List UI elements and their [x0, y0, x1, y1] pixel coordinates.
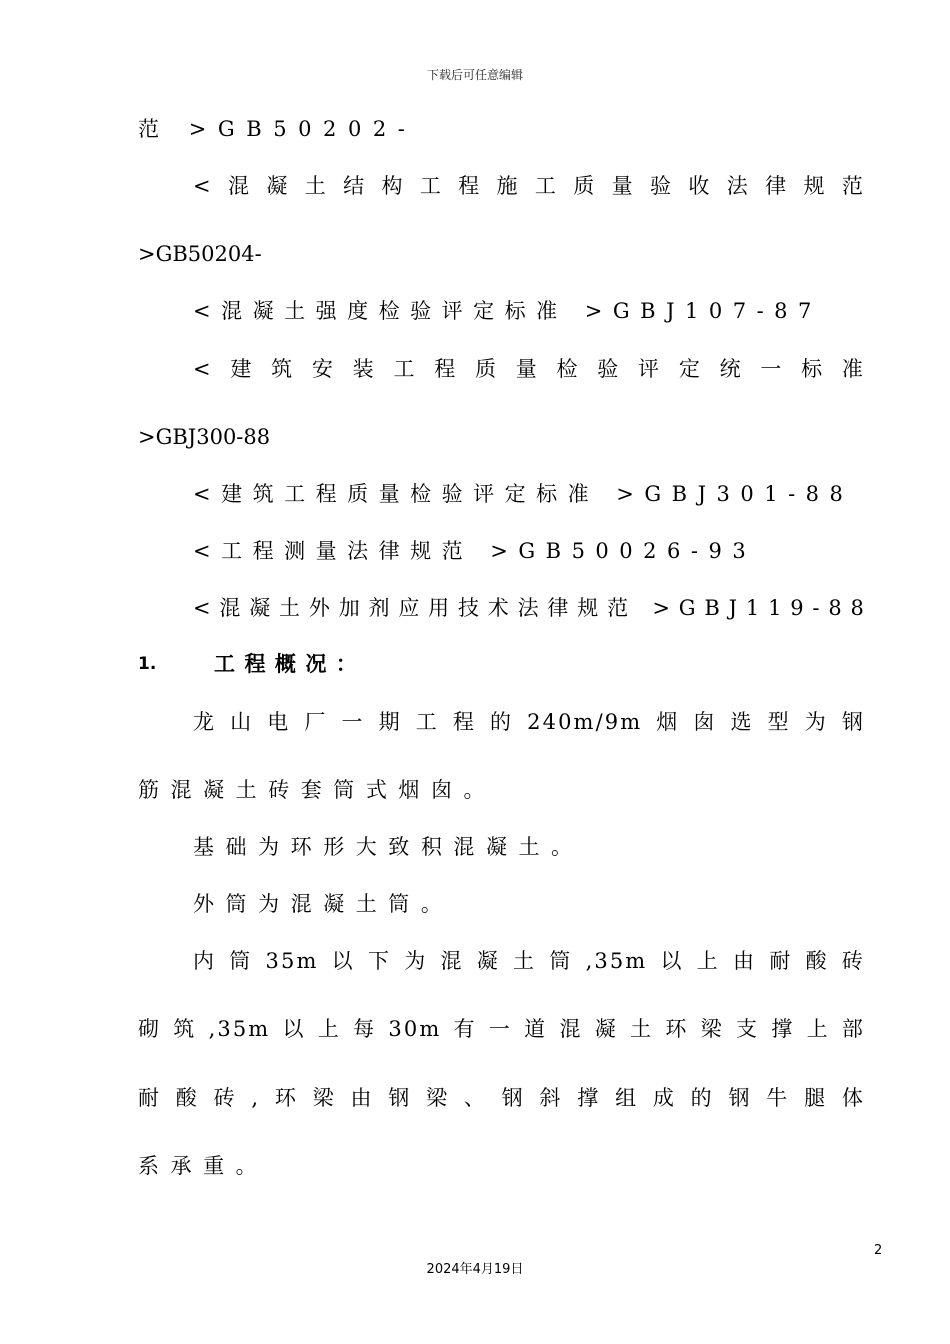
body-line-6: >GBJ300-88 — [138, 425, 271, 449]
body-line-2: <混凝土结构工程施工质量验收法律规范 — [193, 174, 865, 198]
page-number: 2 — [874, 1243, 883, 1258]
section-number: 1. — [138, 654, 157, 674]
section-title: 工程概况： — [214, 652, 367, 676]
footer-date: 2024年4月19日 — [426, 1262, 524, 1277]
paragraph-4-line-2: 砌筑,35m以上每30m有一道混凝土环梁支撑上部 — [138, 1017, 865, 1041]
paragraph-2: 基础为环形大致积混凝土。 — [193, 835, 584, 859]
paragraph-4-line-1: 内筒35m以下为混凝土筒,35m以上由耐酸砖 — [193, 949, 865, 973]
paragraph-1-line-1: 龙山电厂一期工程的240m/9m烟囱选型为钢 — [193, 710, 865, 734]
body-line-5: <建筑安装工程质量检验评定统一标准 — [193, 357, 865, 381]
body-line-4: <混凝土强度检验评定标准 >GBJ107-87 — [193, 299, 822, 323]
paragraph-4-line-4: 系承重。 — [138, 1154, 269, 1178]
body-line-7: <建筑工程质量检验评定标准 >GBJ301-88 — [193, 482, 854, 506]
paragraph-4-line-3: 耐酸砖,环梁由钢梁、钢斜撑组成的钢牛腿体 — [138, 1086, 865, 1110]
page-header: 下载后可任意编辑 — [426, 68, 523, 82]
body-line-1: 范 >GB50202- — [138, 117, 417, 141]
body-line-9: <混凝土外加剂应用技术法律规范 >GBJ119-88 — [193, 596, 873, 620]
paragraph-3: 外筒为混凝土筒。 — [193, 892, 454, 916]
paragraph-1-line-2: 筋混凝土砖套筒式烟囱。 — [138, 778, 497, 802]
body-line-8: <工程测量法律规范 >GB50026-93 — [193, 539, 757, 563]
body-line-3: >GB50204- — [138, 242, 262, 266]
